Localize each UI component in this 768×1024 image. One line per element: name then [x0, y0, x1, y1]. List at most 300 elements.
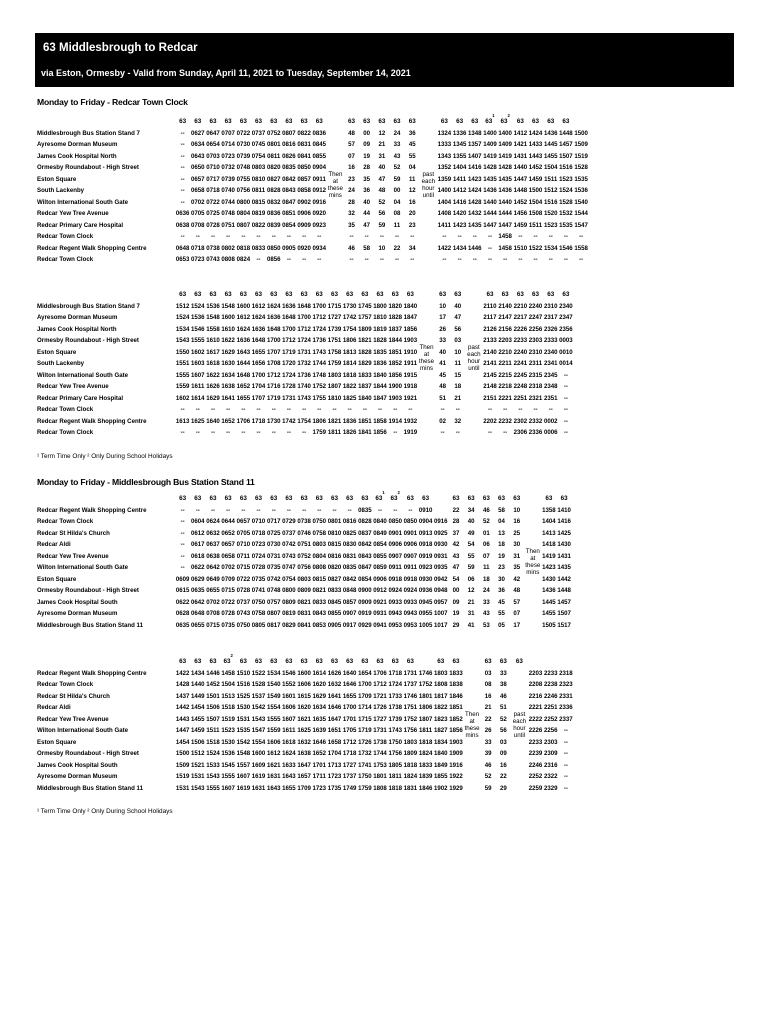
departure-time: 0901	[388, 529, 402, 537]
departure-time: 0800	[236, 198, 251, 206]
departure-time: 1745	[358, 302, 372, 310]
departure-time: 1547	[574, 221, 588, 229]
departure-time: 1436	[483, 187, 497, 194]
departure-time: 1343	[437, 152, 452, 160]
departure-time: 2256	[528, 325, 543, 333]
departure-time: 0918	[418, 541, 433, 548]
departure-time: 1435	[498, 175, 512, 183]
departure-time: 1555	[191, 337, 205, 344]
departure-time: 1455	[542, 610, 556, 617]
departure-time: 1811	[388, 773, 402, 780]
departure-time: 1624	[251, 314, 266, 321]
departure-time: 0732	[221, 164, 235, 171]
departure-time: --	[256, 256, 261, 263]
departure-time: 0718	[251, 529, 266, 537]
table-row	[37, 691, 574, 703]
departure-time: --	[180, 141, 185, 148]
departure-time: 1548	[206, 314, 220, 321]
departure-time: 0650	[191, 164, 205, 171]
departure-time: 1756	[388, 750, 402, 757]
departure-time: 0801	[327, 518, 342, 525]
departure-time: --	[332, 406, 337, 413]
service-number: 63	[486, 291, 494, 298]
stop-name: Eston Square	[37, 348, 77, 356]
departure-time: 11	[408, 175, 416, 183]
departure-time: 0708	[191, 221, 205, 229]
departure-time: 2241	[513, 360, 528, 367]
departure-time: 1500	[175, 750, 190, 757]
departure-time: --	[563, 429, 568, 436]
departure-time: 07	[348, 152, 355, 160]
departure-time: 0936	[418, 587, 433, 594]
departure-time: 1750	[388, 738, 402, 746]
departure-time: 09	[499, 750, 507, 757]
departure-time: 40	[439, 348, 446, 356]
departure-time: 1641	[221, 394, 235, 402]
departure-time: 1708	[266, 360, 281, 367]
service-number: 63	[498, 495, 506, 502]
departure-time: 2332	[528, 417, 543, 425]
service-number: 63	[300, 495, 308, 502]
departure-time: 0756	[297, 564, 311, 571]
departure-time: 1516	[559, 164, 573, 171]
departure-time: --	[378, 506, 383, 514]
service-number: 63	[179, 495, 187, 502]
departure-time: 1423	[468, 175, 482, 183]
departure-time: 1813	[342, 348, 357, 356]
departure-time: 52	[378, 198, 386, 206]
departure-time: 2318	[559, 669, 573, 677]
departure-time: 1615	[297, 692, 311, 700]
departure-time: 0728	[236, 587, 251, 594]
departure-time: 1806	[342, 337, 357, 344]
departure-time: --	[440, 406, 445, 413]
service-number: 63	[406, 495, 414, 502]
departure-time: 1511	[206, 727, 220, 734]
departure-time: 1915	[403, 371, 418, 379]
departure-time: 1455	[191, 715, 205, 723]
departure-time: 1700	[358, 681, 372, 688]
departure-time: 2316	[543, 761, 558, 769]
departure-time: 10	[454, 348, 462, 356]
departure-time: 0828	[266, 187, 281, 194]
departure-time: 2233	[528, 738, 543, 746]
service-number: 63	[239, 291, 247, 298]
departure-time: 1720	[282, 360, 296, 367]
stop-name: Ayresome Dorman Museum	[37, 773, 118, 780]
departure-time: 34	[408, 244, 416, 252]
departure-time: 0854	[282, 221, 296, 229]
departure-time: 24	[393, 129, 401, 137]
departure-time: 19	[363, 152, 371, 160]
departure-time: 2302	[513, 417, 528, 425]
departure-time: 1442	[175, 704, 190, 711]
service-number: 63	[285, 118, 293, 125]
service-number: 63	[393, 118, 401, 125]
departure-time: 1435	[483, 175, 497, 183]
departure-time: 2336	[528, 429, 543, 436]
departure-time: 0638	[206, 552, 220, 560]
departure-time: 17	[513, 621, 521, 629]
departure-time: 1600	[297, 669, 311, 677]
service-number: 63	[513, 495, 521, 502]
departure-time: 1724	[282, 371, 296, 379]
departure-time: --	[503, 256, 508, 263]
departure-time: 2226	[513, 325, 528, 333]
departure-time: 1612	[236, 314, 251, 321]
departure-time: 1823	[434, 715, 448, 723]
departure-time: 0609	[175, 575, 190, 583]
departure-time: 1428	[498, 164, 512, 171]
departure-time: 1525	[236, 692, 251, 700]
departure-time: 1735	[327, 784, 342, 792]
departure-time: 0917	[342, 621, 357, 629]
departure-time: 0821	[312, 587, 327, 594]
departure-time: 0848	[342, 587, 357, 594]
departure-time: 1700	[312, 302, 327, 310]
departure-time: --	[408, 406, 413, 413]
departure-time: 0636	[175, 210, 190, 217]
departure-time: 1805	[388, 761, 402, 769]
stop-name: Redcar Town Clock	[37, 518, 94, 525]
departure-time: 0807	[236, 221, 251, 229]
table-row	[37, 185, 589, 197]
departure-time: 0953	[388, 621, 402, 629]
departure-time: --	[271, 506, 276, 514]
departure-time: 48	[348, 129, 355, 137]
service-number	[418, 656, 433, 668]
departure-time: 1555	[266, 715, 281, 723]
departure-time: 1911	[403, 360, 418, 367]
stop-name: Wilton International South Gate	[37, 727, 129, 734]
departure-time: 0709	[221, 575, 235, 583]
departure-time: 1519	[175, 773, 190, 780]
departure-time: --	[533, 406, 538, 413]
departure-time: 0850	[297, 164, 311, 171]
departure-time: --	[241, 406, 246, 413]
departure-time: 16	[484, 692, 492, 700]
departure-time: 1707	[266, 348, 281, 356]
service-number: 63	[270, 495, 278, 502]
departure-time: 1651	[327, 727, 342, 734]
departure-time: --	[347, 506, 352, 514]
departure-time: 1411	[437, 221, 452, 229]
departure-time: 1731	[373, 727, 387, 734]
departure-time: 43	[393, 152, 401, 160]
departure-time: 1800	[373, 302, 387, 310]
departure-time: 1621	[266, 761, 281, 769]
departure-time: 0707	[221, 129, 235, 137]
service-number: 63	[285, 658, 293, 665]
departure-time: 1345	[452, 141, 467, 148]
departure-time: 1516	[236, 681, 251, 688]
departure-time: 1647	[327, 715, 342, 723]
departure-time: 33	[439, 337, 446, 344]
departure-time: 0833	[312, 598, 327, 606]
departure-time: 0919	[418, 552, 433, 560]
service-number: 63	[501, 291, 509, 298]
route-banner	[35, 33, 734, 87]
departure-time: 2208	[528, 681, 543, 688]
departure-time: 1818	[388, 784, 402, 792]
departure-time: 2110	[483, 302, 497, 310]
departure-time: 0817	[266, 621, 281, 629]
departure-time: 2252	[528, 773, 543, 780]
departure-time: --	[472, 256, 477, 263]
departure-time: 0615	[175, 587, 190, 594]
departure-time: 43	[482, 610, 490, 617]
service-number: 63	[437, 658, 445, 665]
departure-time: --	[393, 429, 398, 436]
departure-time: 1640	[206, 417, 220, 425]
departure-time: 0909	[297, 221, 311, 229]
departure-time: 0855	[327, 610, 342, 617]
departure-time: 1418	[542, 541, 556, 548]
departure-time: 0717	[266, 518, 281, 525]
departure-time: 1807	[327, 383, 342, 390]
service-number: 63	[562, 118, 570, 125]
departure-time: 1632	[297, 738, 311, 746]
departure-time: 0653	[175, 256, 190, 263]
departure-time: 0830	[342, 541, 357, 548]
departure-time: 1806	[418, 704, 433, 711]
departure-time: 0628	[175, 610, 190, 617]
departure-time: --	[395, 256, 400, 263]
service-number: 63	[270, 118, 278, 125]
departure-time: 1828	[373, 337, 387, 344]
departure-time: 0655	[191, 621, 205, 629]
departure-time: 1507	[559, 152, 573, 160]
departure-time: 0735	[221, 621, 235, 629]
departure-time: 0718	[191, 244, 205, 252]
departure-time: 1835	[373, 348, 387, 356]
departure-time: 0632	[206, 529, 220, 537]
departure-time: 00	[452, 587, 460, 594]
departure-time: 1543	[206, 773, 220, 780]
departure-time: 0751	[297, 541, 311, 548]
table-row	[37, 324, 574, 336]
departure-time: 1613	[175, 417, 190, 425]
departure-time: 45	[408, 141, 416, 148]
departure-time: 34	[467, 506, 475, 514]
departure-time: 23	[348, 175, 355, 183]
departure-time: 33	[499, 669, 507, 677]
departure-time: 1718	[251, 417, 266, 425]
departure-time: 1638	[221, 383, 235, 390]
departure-time: --	[487, 429, 492, 436]
departure-time: 59	[484, 784, 492, 792]
departure-time: 0006	[543, 429, 558, 436]
departure-time: 1510	[236, 669, 251, 677]
departure-time: 1559	[175, 383, 190, 390]
departure-time: 1517	[557, 621, 571, 629]
table-row	[37, 393, 574, 405]
departure-time: 1443	[175, 715, 190, 723]
service-number: 63	[315, 291, 323, 298]
departure-time: --	[195, 429, 200, 436]
stop-name: James Cook Hospital North	[37, 152, 117, 160]
departure-time: 1700	[282, 325, 296, 333]
departure-time: 1803	[434, 669, 448, 677]
service-number: $63^2$	[500, 113, 510, 125]
departure-time: 2233	[513, 337, 528, 344]
departure-time: 1819	[373, 325, 387, 333]
departure-time: 0737	[282, 529, 296, 537]
departure-time: 1559	[266, 727, 281, 734]
stop-name: Ormesby Roundabout - High Street	[37, 750, 139, 757]
departure-time: 1324	[437, 129, 452, 137]
departure-time: 0657	[191, 175, 205, 183]
departure-time: 1733	[388, 692, 402, 700]
route-title: 63 Middlesbrough to Redcar	[43, 42, 198, 54]
departure-time: 1932	[403, 417, 418, 425]
departure-time: 1549	[266, 692, 281, 700]
departure-time: --	[442, 256, 447, 263]
departure-time: 0748	[236, 164, 251, 171]
departure-time: 1740	[297, 383, 311, 390]
departure-time: 0948	[434, 587, 448, 594]
departure-time: --	[362, 406, 367, 413]
departure-time: 1528	[251, 681, 266, 688]
departure-time: 1619	[236, 784, 251, 792]
departure-time: 0002	[543, 417, 558, 425]
departure-time: 1522	[251, 669, 266, 677]
departure-time: 0841	[297, 621, 311, 629]
service-number: 63	[422, 495, 430, 502]
departure-time: 1428	[468, 198, 482, 206]
departure-time: 2317	[543, 314, 558, 321]
service-number	[543, 656, 558, 668]
table-row	[37, 771, 574, 783]
stop-name: Redcar Town Clock	[37, 406, 94, 413]
departure-time: --	[302, 506, 307, 514]
departure-time: 0750	[236, 621, 251, 629]
departure-time: 1754	[342, 325, 357, 333]
departure-time: --	[180, 164, 185, 171]
table-row	[37, 151, 589, 163]
departure-time: 0850	[403, 518, 418, 525]
departure-time: 0010	[559, 348, 573, 356]
departure-time: 0925	[434, 529, 448, 537]
departure-time: 1808	[373, 784, 387, 792]
departure-time: --	[563, 233, 568, 240]
departure-time: 0824	[236, 256, 251, 263]
departure-time: 1436	[542, 587, 556, 594]
departure-time: --	[180, 518, 185, 525]
departure-time: 21	[378, 141, 386, 148]
stop-name: Redcar Town Clock	[37, 233, 94, 240]
departure-time: 1419	[498, 152, 512, 160]
departure-time: 1742	[342, 314, 357, 321]
departure-time: 0810	[251, 175, 266, 183]
departure-time: 1536	[206, 302, 220, 310]
departure-time: 2259	[528, 784, 543, 792]
departure-time: --	[563, 417, 568, 425]
departure-time: 0638	[175, 221, 190, 229]
departure-time: 16	[408, 198, 416, 206]
stop-name: Redcar Town Clock	[37, 429, 94, 436]
departure-time: 1500	[574, 129, 588, 137]
departure-time: 1727	[373, 715, 387, 723]
departure-time: 2348	[543, 383, 558, 390]
departure-time: 0742	[266, 575, 281, 583]
departure-time: 1459	[513, 221, 528, 229]
departure-time: 06	[467, 575, 475, 583]
departure-time: --	[180, 552, 185, 560]
departure-time: 0808	[221, 256, 235, 263]
departure-time: 0752	[266, 129, 281, 137]
departure-time: 1638	[297, 750, 311, 757]
departure-time: --	[579, 233, 584, 240]
departure-time: 47	[363, 221, 371, 229]
stop-name: Redcar Yew Tree Avenue	[37, 552, 109, 560]
stop-name: Wilton International South Gate	[37, 371, 129, 379]
departure-time: 1730	[342, 302, 357, 310]
service-number: $63^1$	[375, 490, 385, 502]
departure-time: 1404	[452, 164, 467, 171]
departure-time: 1555	[206, 784, 220, 792]
departure-time: 1431	[557, 552, 571, 560]
departure-time: 1918	[403, 383, 418, 390]
departure-time: 1724	[388, 681, 402, 688]
departure-time: 0923	[418, 564, 433, 571]
departure-time: 2246	[528, 761, 543, 769]
departure-time: --	[379, 256, 384, 263]
departure-time: 0905	[327, 621, 342, 629]
departure-time: --	[210, 429, 215, 436]
departure-time: 1457	[559, 141, 573, 148]
departure-time: 1626	[206, 383, 220, 390]
departure-time: 2239	[528, 750, 543, 757]
departure-time: 1533	[206, 761, 220, 769]
departure-time: 0828	[358, 518, 372, 525]
departure-time: 16	[499, 761, 507, 769]
departure-time: 51	[499, 704, 507, 711]
departure-time: --	[503, 406, 508, 413]
departure-time: 22	[484, 715, 492, 723]
departure-time: 12	[467, 587, 475, 594]
departure-time: 53	[482, 621, 490, 629]
departure-time: 10	[439, 302, 446, 310]
stop-name: Redcar Town Clock	[37, 256, 94, 263]
departure-time: 0850	[266, 244, 281, 252]
departure-time: 1833	[418, 761, 433, 769]
departure-time: 1625	[297, 727, 311, 734]
departure-time: 0754	[251, 152, 266, 160]
departure-time: 1611	[282, 727, 296, 734]
departure-time: 2326	[543, 325, 558, 333]
departure-time: 1523	[543, 221, 558, 229]
departure-time: 1530	[221, 738, 235, 746]
stop-name: Middlesbrough Bus Station Stand 11	[37, 621, 143, 629]
departure-time: 2226	[528, 727, 543, 734]
departure-time: 0822	[297, 129, 311, 137]
departure-time: 2141	[483, 360, 497, 367]
departure-time: 0822	[251, 221, 266, 229]
departure-time: 1748	[312, 371, 327, 379]
departure-time: --	[317, 233, 322, 240]
departure-time: 1433	[528, 141, 543, 148]
departure-time: 1636	[236, 337, 251, 344]
departure-time: 1836	[342, 417, 357, 425]
stop-name: South Lackenby	[37, 187, 85, 194]
departure-time: 1754	[297, 417, 311, 425]
departure-time: 46	[484, 761, 492, 769]
departure-time: 0652	[221, 529, 235, 537]
departure-time: --	[317, 506, 322, 514]
departure-time: 0820	[327, 564, 342, 571]
departure-time: --	[349, 256, 354, 263]
